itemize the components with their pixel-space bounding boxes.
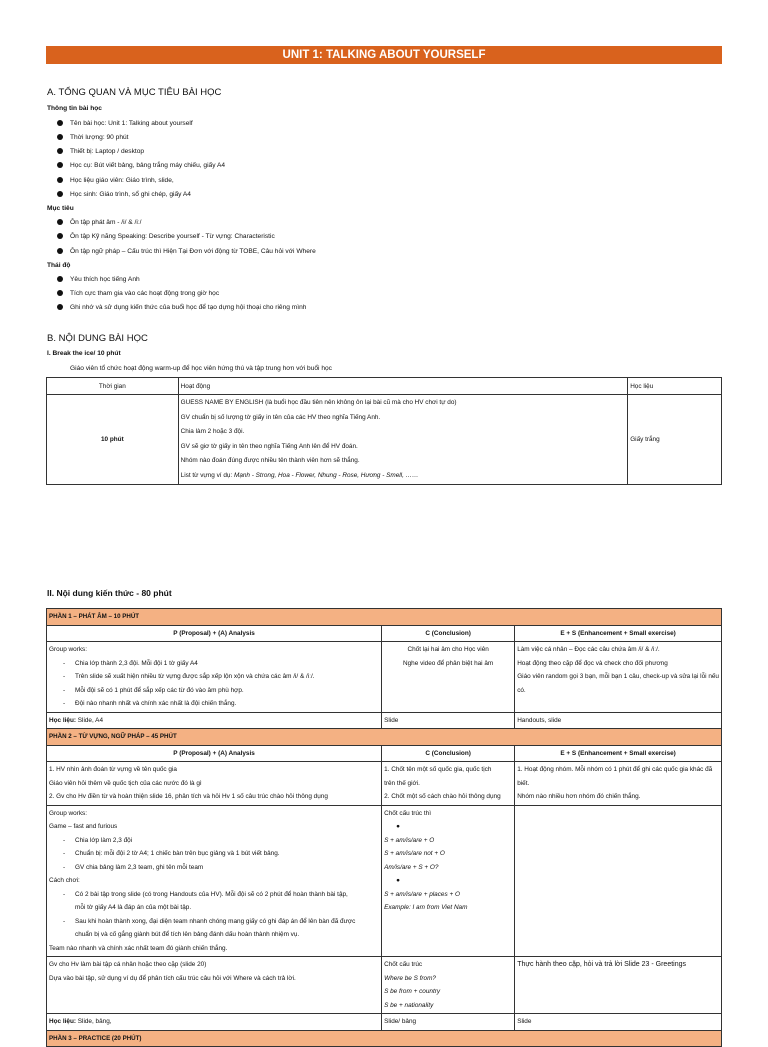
goal-title: Mục tiêu [47,205,74,212]
phase-3-row: PHẦN 3 – PRACTICE (20 PHÚT) [47,1030,722,1047]
info-item: Tên bài học: Unit 1: Talking about yourself [57,119,193,129]
p2-material: Học liệu: Slide, bảng, [47,1014,382,1031]
bullet-icon: ● [396,877,400,884]
break-ice-title: I. Break the ice/ 10 phút [47,350,121,357]
material-cell: Giấy trắng [628,395,722,485]
p2b-es-cell [515,805,722,957]
bullet-icon [57,191,63,197]
info-item: Học liệu giáo viên: Giáo trình, slide, [57,176,174,186]
section-b-heading: B. NỘI DUNG BÀI HỌC [47,333,148,344]
activity-line: Chia làm 2 hoặc 3 đội. [180,428,245,435]
info-title: Thông tin bài học [47,105,102,112]
section-a-heading: A. TỔNG QUAN VÀ MỤC TIÊU BÀI HỌC [47,87,222,98]
p1-es-cell: Làm việc cá nhân – Đọc các câu chứa âm /i/ & /iː/. Hoạt động theo cặp để đọc và check cho đối phương Giáo viên random gọi 3 bạn, mỗi bạn 1 câu, check-up và sửa lại lỗi nếu có. [515,642,722,713]
vocab-line: List từ vựng ví dụ: Mạnh - Strong, Hoa - Flower, Nhung - Rose, Hương - Smell, …… [180,471,419,479]
col-es: E + S (Enhancement + Small exercise) [515,745,722,762]
p2a-c-cell: 1. Chốt tên một số quốc gia, quốc tịch trên thế giới. 2. Chốt một số cách chào hỏi thông dụng [382,762,515,806]
bullet-icon [57,120,63,126]
p2c-c-cell: Chốt cấu trúc Where be S from? S be from + country S be + nationality [382,957,515,1014]
activity-line: GUESS NAME BY ENGLISH (là buổi học đầu tiên nên không ôn lại bài cũ mà cho HV chơi tự do) [180,399,457,406]
attitude-item: Yêu thích học tiếng Anh [57,275,140,285]
p2a-es-cell: 1. Hoạt động nhóm. Mỗi nhóm có 1 phút để ghi các quốc gia khác đã biết. Nhóm nào nhiều hơn nhóm đó chiến thắng. [515,762,722,806]
goal-item: Ôn tập Kỹ năng Speaking: Describe yourself - Từ vựng: Characteristic [57,232,275,242]
p1-material: Học liệu: Slide, A4 [47,712,382,729]
p1-material-e: Handouts, slide [515,712,722,729]
part2-title: II. Nội dung kiến thức - 80 phút [47,588,172,598]
unit-title: UNIT 1: TALKING ABOUT YOURSELF [46,46,722,64]
p2-material-c: Slide/ bảng [382,1014,515,1031]
activity-line: GV chuẩn bị số lượng tờ giấy in tên của các HV theo nghĩa Tiếng Anh. [180,413,381,421]
p2-material-e: Slide [515,1014,722,1031]
p1-pa-cell: Group works: - Chia lớp thành 2,3 đội. Mỗi đội 1 tờ giấy A4 - Trên slide sẽ xuất hiện nhiều từ vựng được sắp xếp lộn xộn và chứa các âm /i/ & /iː/. - Mỗi đội sẽ có 1 phút để sắp xếp các từ đó vào âm phù hợp. - Đội nào nhanh nhất và chính xác nhất là đội chiến thắng. [47,642,382,713]
bullet-icon [57,233,63,239]
bullet-icon [57,248,63,254]
attitude-title: Thái độ [47,262,71,269]
p1-material-c: Slide [382,712,515,729]
p1-c-cell: Chốt lại hai âm cho Học viên Nghe video để phân biệt hai âm [382,642,515,713]
col-pa: P (Proposal) + (A) Analysis [47,625,382,642]
time-cell: 10 phút [47,395,179,485]
bullet-icon [57,148,63,154]
activity-line: GV sẽ giơ tờ giấy in tên theo nghĩa Tiếng Anh lên để HV đoán. [180,442,358,450]
warmup-table [46,377,722,485]
goal-item: Ôn tập phát âm - /i/ & /iː/ [57,218,141,228]
info-item: Thiết bị: Laptop / desktop [57,147,144,157]
bullet-icon [57,276,63,282]
break-ice-desc: Giáo viên tổ chức hoạt động warm-up để học viên hứng thú và tập trung hơn với buổi học [70,365,332,372]
activity-cell [178,395,628,485]
activity-line: Nhóm nào đoán đúng được nhiều tên thành viên hơn sẽ thắng. [180,457,360,464]
p2b-pa-cell: Group works: Game – fast and furious - Chia lớp làm 2,3 đội - Chuẩn bị: mỗi đội 2 tờ A4; 1 chiếc bàn trên bục giảng và 1 bút viết bảng. - GV chia bảng làm 2,3 team, ghi tên mỗi team Cách chơi: - Có 2 bài tập trong slide (có trong Handouts của HV). Mỗi đội sẽ có 2 phút để hoàn thành bài tập, mỗi tờ giấy A4 là đáp án của một bài tập. - Sau khi hoàn thành xong, đại diện team nhanh chóng mang giấy có ghi đáp án để lên bàn đã được chuẩn bị và cố gắng giành bút để tích lên bảng đánh dấu hoàn thành nhiệm vụ. Team nào nhanh và chính xác nhất team đó giành chiến thắng. [47,805,382,957]
bullet-icon [57,290,63,296]
col-time: Thời gian [47,378,179,395]
col-c: C (Conclusion) [382,625,515,642]
col-pa: P (Proposal) + (A) Analysis [47,745,382,762]
info-item: Thời lượng: 90 phút [57,133,129,143]
bullet-icon: ● [396,823,400,830]
attitude-item: Ghi nhớ và sử dụng kiến thức của buổi học để tạo dựng hội thoại cho riêng mình [57,303,306,313]
p2a-pa-cell: 1. HV nhìn ảnh đoán từ vựng về tên quốc gia Giáo viên hỏi thêm về quốc tịch của các nước đó là gì 2. Gv cho Hv điền từ và hoàn thiện slide 16, phân tích và hỏi Hv 1 số câu trúc chào hỏi thông dụng [47,762,382,806]
bullet-icon [57,134,63,140]
content-table [46,608,722,1047]
phase-1-row: PHẦN 1 – PHÁT ÂM – 10 PHÚT [47,609,722,626]
bullet-icon [57,219,63,225]
attitude-item: Tích cực tham gia vào các hoạt động trong giờ học [57,289,219,299]
goal-item: Ôn tập ngữ pháp – Cấu trúc thì Hiện Tại Đơn với động từ TOBE, Câu hỏi với Where [57,247,316,257]
col-material: Học liệu [628,378,722,395]
info-item: Học sinh: Giáo trình, sổ ghi chép, giấy A4 [57,190,191,200]
col-activity: Hoạt động [178,378,628,395]
info-item: Học cụ: Bút viết bảng, bảng trắng máy chiếu, giấy A4 [57,161,225,171]
phase-2-row: PHẦN 2 – TỪ VỰNG, NGỮ PHÁP – 45 PHÚT [47,729,722,746]
bullet-icon [57,304,63,310]
p2b-c-cell: Chốt cấu trúc thì ● S + am/is/are + O S + am/is/are not + O Am/is/are + S + O? ● S + am/is/are + places + O Example: I am from Viet Nam [382,805,515,957]
p2c-es-cell: Thực hành theo cặp, hỏi và trả lời Slide 23 - Greetings [515,957,722,1014]
col-c: C (Conclusion) [382,745,515,762]
bullet-icon [57,177,63,183]
p2c-pa-cell: Gv cho Hv làm bài tập cá nhân hoặc theo cặp (slide 20) Dựa vào bài tập, sử dụng ví dụ để phân tích cấu trúc câu hỏi với Where và cách trả lời. [47,957,382,1014]
col-es: E + S (Enhancement + Small exercise) [515,625,722,642]
bullet-icon [57,162,63,168]
